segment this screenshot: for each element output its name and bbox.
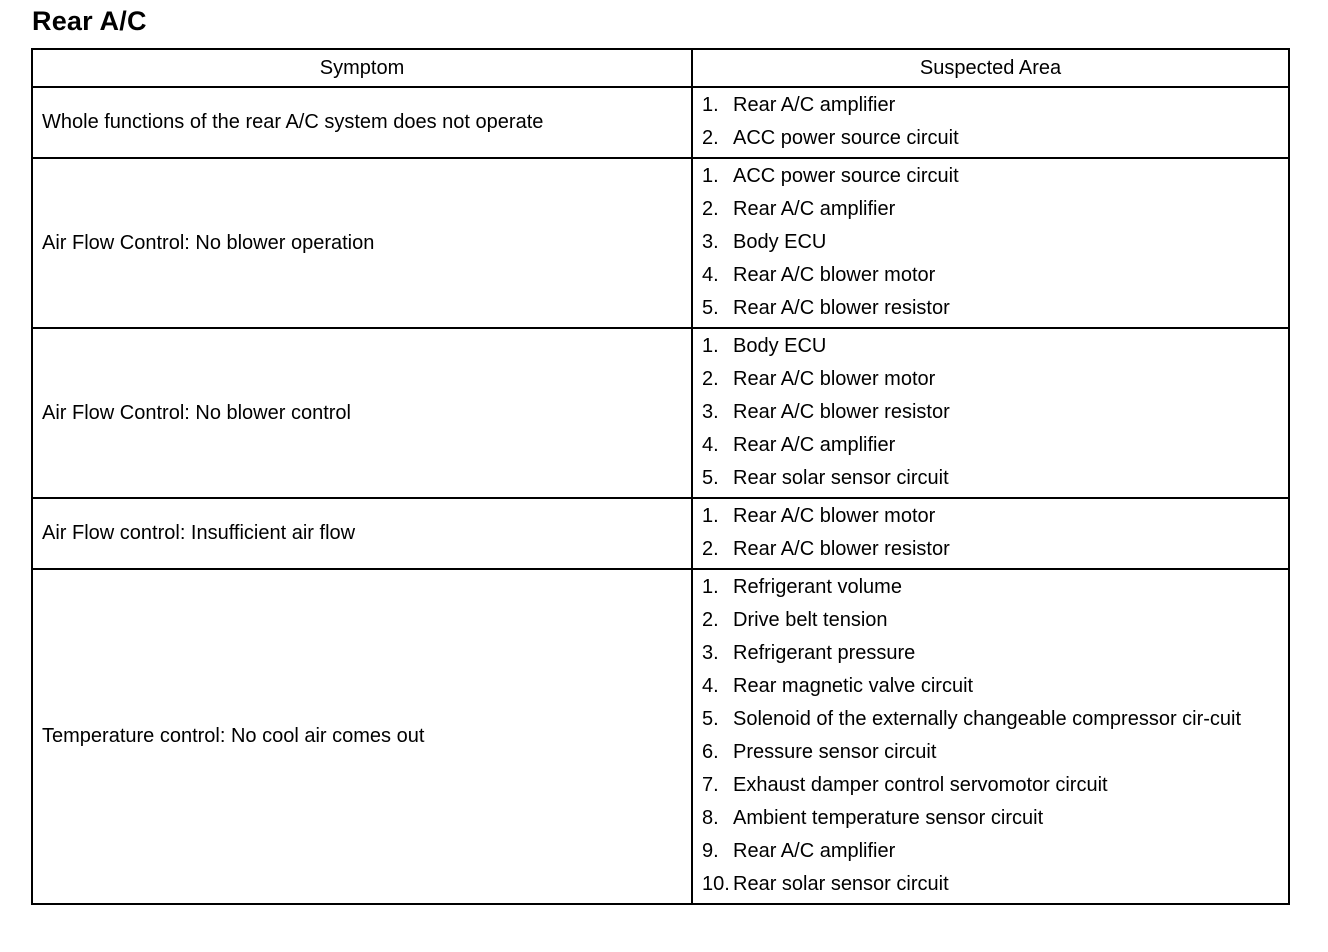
list-item-text: Body ECU	[733, 335, 827, 357]
list-item	[702, 736, 1279, 769]
list-item-text: Rear A/C amplifier	[733, 434, 896, 456]
list-item-number: 9.	[702, 840, 719, 862]
suspected-area-cell	[692, 328, 1289, 498]
list-item-number: 3.	[702, 401, 719, 423]
list-item	[702, 193, 1279, 226]
list-item	[702, 670, 1279, 703]
list-item	[702, 703, 1279, 736]
list-item-text: Rear A/C amplifier	[733, 198, 896, 220]
symptom-cell: Temperature control: No cool air comes out	[32, 569, 692, 904]
list-item	[702, 500, 1279, 533]
list-item	[702, 396, 1279, 429]
table-body	[32, 87, 1289, 904]
list-item-text: Ambient temperature sensor circuit	[733, 807, 1044, 829]
list-item-text: Exhaust damper control servomotor circuit	[733, 774, 1108, 796]
list-item	[702, 571, 1279, 604]
suspected-area-cell	[692, 498, 1289, 569]
list-item	[702, 226, 1279, 259]
list-item-text: Drive belt tension	[733, 609, 888, 631]
list-item	[702, 533, 1279, 566]
list-item	[702, 259, 1279, 292]
list-item-text: Rear A/C blower motor	[733, 368, 936, 390]
list-item-number: 4.	[702, 434, 719, 456]
list-item	[702, 769, 1279, 802]
list-item	[702, 835, 1279, 868]
list-item-text: Refrigerant volume	[733, 576, 902, 598]
list-item-number: 8.	[702, 807, 719, 829]
symptom-cell: Air Flow Control: No blower control	[32, 328, 692, 498]
list-item	[702, 330, 1279, 363]
list-item	[702, 122, 1279, 155]
list-item	[702, 429, 1279, 462]
list-item-text: ACC power source circuit	[733, 165, 959, 187]
list-item	[702, 462, 1279, 495]
list-item-number: 4.	[702, 675, 719, 697]
list-item	[702, 160, 1279, 193]
suspected-area-list	[702, 159, 1279, 327]
table-row	[32, 569, 1289, 904]
list-item	[702, 868, 1279, 901]
list-item-text: Rear A/C blower motor	[733, 264, 936, 286]
column-header-symptom: Symptom	[32, 49, 692, 87]
list-item-text: Rear magnetic valve circuit	[733, 675, 974, 697]
symptom-cell: Air Flow control: Insufficient air flow	[32, 498, 692, 569]
table-row	[32, 328, 1289, 498]
list-item-number: 3.	[702, 231, 719, 253]
list-item-text: Refrigerant pressure	[733, 642, 916, 664]
list-item	[702, 292, 1279, 325]
list-item-text: Pressure sensor circuit	[733, 741, 937, 763]
list-item	[702, 802, 1279, 835]
list-item-text: Rear A/C blower resistor	[733, 297, 950, 319]
list-item-number: 2.	[702, 198, 719, 220]
list-item-text: Rear solar sensor circuit	[733, 467, 949, 489]
symptom-cell: Air Flow Control: No blower operation	[32, 158, 692, 328]
list-item	[702, 363, 1279, 396]
list-item-number: 3.	[702, 642, 719, 664]
table-row	[32, 87, 1289, 158]
list-item-text: Rear solar sensor circuit	[733, 873, 949, 895]
list-item-number: 7.	[702, 774, 719, 796]
list-item-number: 1.	[702, 165, 719, 187]
list-item-number: 5.	[702, 467, 719, 489]
list-item-text: Rear A/C amplifier	[733, 94, 896, 116]
list-item	[702, 89, 1279, 122]
table-header-row	[32, 49, 1289, 87]
list-item-text: ACC power source circuit	[733, 127, 959, 149]
suspected-area-cell	[692, 158, 1289, 328]
suspected-area-cell	[692, 87, 1289, 158]
suspected-area-list	[702, 329, 1279, 497]
suspected-area-list	[702, 88, 1279, 157]
list-item-text: Solenoid of the externally changeable compressor cir-cuit	[733, 708, 1242, 730]
table-row	[32, 158, 1289, 328]
list-item-text: Rear A/C blower resistor	[733, 401, 950, 423]
list-item-number: 1.	[702, 576, 719, 598]
page-title: Rear A/C	[32, 6, 147, 36]
list-item-number: 5.	[702, 297, 719, 319]
list-item-number: 2.	[702, 127, 719, 149]
list-item-number: 5.	[702, 708, 719, 730]
list-item-number: 10.	[702, 873, 730, 895]
list-item	[702, 604, 1279, 637]
list-item-number: 6.	[702, 741, 719, 763]
table-row	[32, 498, 1289, 569]
symptom-cell: Whole functions of the rear A/C system does not operate	[32, 87, 692, 158]
list-item	[702, 637, 1279, 670]
symptom-table	[31, 48, 1290, 905]
suspected-area-list	[702, 570, 1279, 903]
list-item-text: Rear A/C blower motor	[733, 505, 936, 527]
list-item-number: 2.	[702, 609, 719, 631]
list-item-text: Body ECU	[733, 231, 827, 253]
list-item-text: Rear A/C blower resistor	[733, 538, 950, 560]
list-item-number: 1.	[702, 505, 719, 527]
list-item-number: 1.	[702, 335, 719, 357]
column-header-suspected-area: Suspected Area	[692, 49, 1289, 87]
suspected-area-list	[702, 499, 1279, 568]
suspected-area-cell	[692, 569, 1289, 904]
list-item-number: 4.	[702, 264, 719, 286]
list-item-number: 1.	[702, 94, 719, 116]
list-item-text: Rear A/C amplifier	[733, 840, 896, 862]
list-item-number: 2.	[702, 538, 719, 560]
list-item-number: 2.	[702, 368, 719, 390]
